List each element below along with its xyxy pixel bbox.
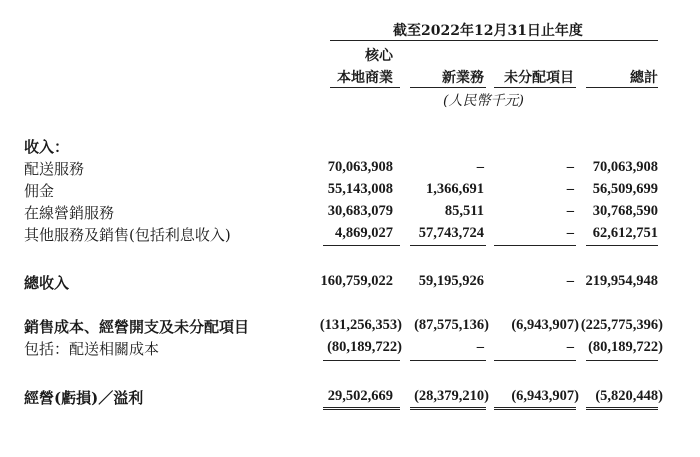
cell-commission-unalloc: – xyxy=(566,181,574,197)
subtotal-rule-col3 xyxy=(494,245,576,246)
subtotal-rule-col1 xyxy=(323,245,400,246)
op-rule-col4 xyxy=(586,360,658,361)
cell-operating-unalloc: (6,943,907) xyxy=(511,388,579,404)
cell-total-revenue-core: 160,759,022 xyxy=(320,273,393,289)
row-label-costs: 銷售成本、經營開支及未分配項目 xyxy=(24,318,250,336)
final-double-rule-col1 xyxy=(323,407,400,410)
row-label-revenue-heading: 收入： xyxy=(24,138,70,156)
col3-header-rule xyxy=(494,87,576,88)
col-core-local-line2: 本地商業 xyxy=(337,70,393,86)
period-heading: 截至2022年12月31日止年度 xyxy=(393,23,583,39)
subtotal-rule-col2 xyxy=(410,245,486,246)
cell-delivery-core: 70,063,908 xyxy=(327,159,393,175)
cell-delivery-costs-total: (80,189,722) xyxy=(588,339,663,355)
row-label-operating-result: 經營(虧損)／溢利 xyxy=(24,389,144,407)
cell-delivery-costs-unalloc: – xyxy=(566,339,574,355)
cell-marketing-new: 85,511 xyxy=(444,203,484,219)
col-core-local-line1: 核心 xyxy=(365,48,393,64)
cell-marketing-core: 30,683,079 xyxy=(327,203,393,219)
header-rule xyxy=(330,40,658,41)
cell-total-revenue-total: 219,954,948 xyxy=(585,273,658,289)
cell-other-new: 57,743,724 xyxy=(418,225,484,241)
cell-delivery-costs-core: (80,189,722) xyxy=(327,339,402,355)
col-unallocated: 未分配項目 xyxy=(504,70,574,86)
currency-unit: (人民幣千元) xyxy=(443,93,524,109)
row-label-delivery-costs: 包括：配送相關成本 xyxy=(24,340,160,358)
col1-header-rule xyxy=(330,87,400,88)
op-rule-col1 xyxy=(323,360,400,361)
cell-delivery-costs-new: – xyxy=(476,339,484,355)
cell-other-core: 4,869,027 xyxy=(335,225,393,241)
col-new-initiatives: 新業務 xyxy=(442,70,484,86)
cell-costs-core: (131,256,353) xyxy=(319,317,402,333)
row-label-total-revenue: 總收入 xyxy=(24,274,70,292)
op-rule-col3 xyxy=(494,360,576,361)
cell-commission-total: 56,509,699 xyxy=(592,181,658,197)
final-double-rule-col3 xyxy=(494,407,576,410)
row-label-commission: 佣金 xyxy=(24,182,55,200)
op-rule-col2 xyxy=(410,360,486,361)
cell-delivery-total: 70,063,908 xyxy=(592,159,658,175)
col-total: 總計 xyxy=(630,70,658,86)
row-label-online-marketing: 在線營銷服務 xyxy=(24,204,115,222)
cell-operating-total: (5,820,448) xyxy=(595,388,663,404)
subtotal-rule-col4 xyxy=(586,245,658,246)
final-double-rule-col4 xyxy=(586,407,658,410)
final-double-rule-col2 xyxy=(410,407,486,410)
col4-header-rule xyxy=(586,87,658,88)
cell-delivery-new: – xyxy=(476,159,484,175)
cell-commission-new: 1,366,691 xyxy=(426,181,484,197)
cell-marketing-unalloc: – xyxy=(566,203,574,219)
col2-header-rule xyxy=(410,87,486,88)
cell-marketing-total: 30,768,590 xyxy=(592,203,658,219)
cell-other-total: 62,612,751 xyxy=(592,225,658,241)
cell-commission-core: 55,143,008 xyxy=(327,181,393,197)
row-label-delivery: 配送服務 xyxy=(24,160,85,178)
cell-total-revenue-new: 59,195,926 xyxy=(418,273,484,289)
cell-operating-new: (28,379,210) xyxy=(414,388,489,404)
cell-costs-total: (225,775,396) xyxy=(580,317,663,333)
cell-operating-core: 29,502,669 xyxy=(327,388,393,404)
cell-costs-unalloc: (6,943,907) xyxy=(511,317,579,333)
row-label-other-services: 其他服務及銷售(包括利息收入) xyxy=(24,226,231,244)
cell-delivery-unalloc: – xyxy=(566,159,574,175)
cell-total-revenue-unalloc: – xyxy=(566,273,574,289)
cell-costs-new: (87,575,136) xyxy=(414,317,489,333)
cell-other-unalloc: – xyxy=(566,225,574,241)
